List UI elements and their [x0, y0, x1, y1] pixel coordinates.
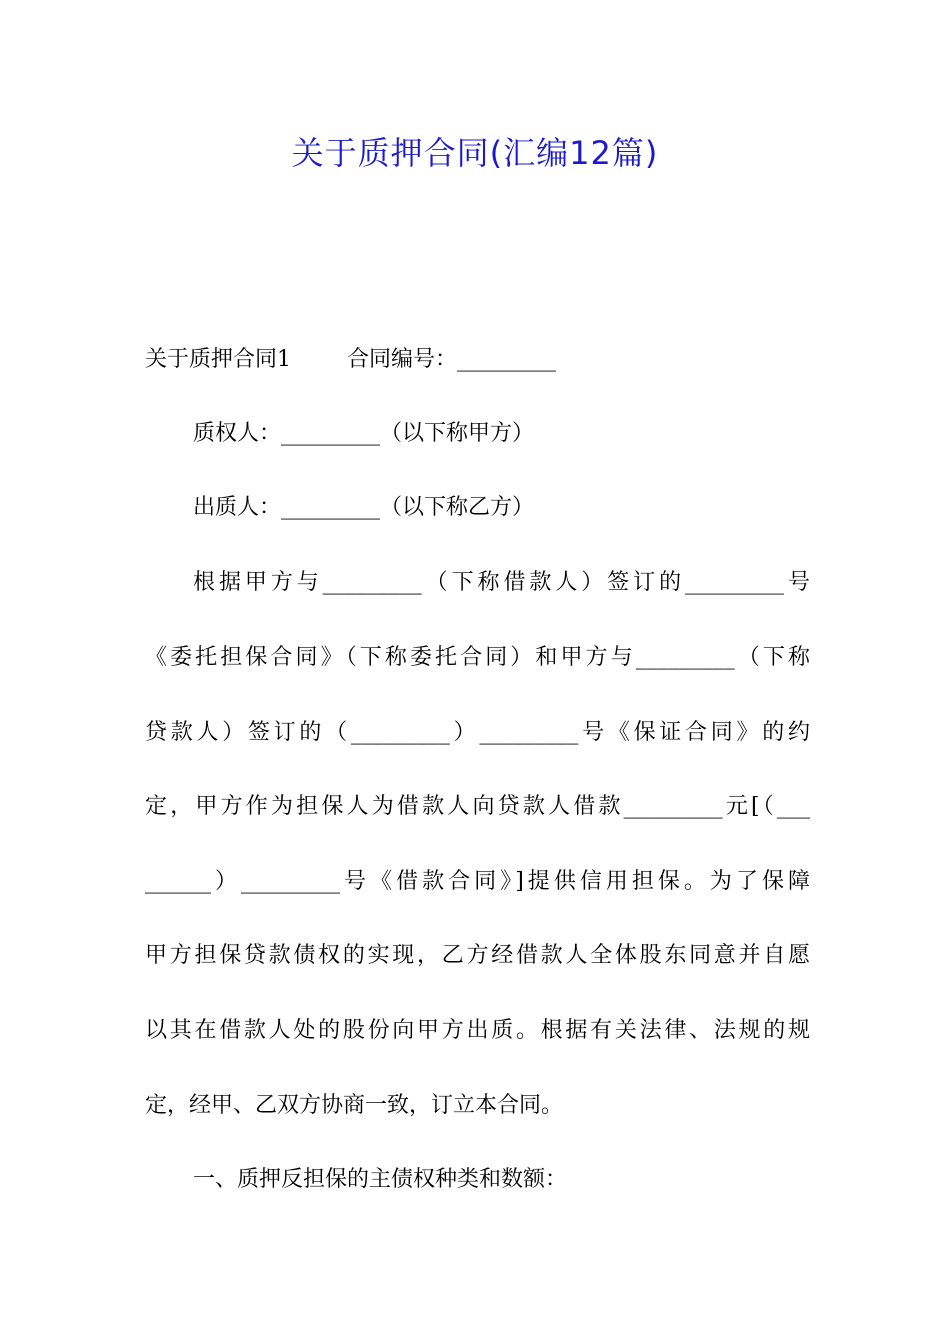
paragraph-line: 贷款人）签订的（_________）_________号《保证合同》的约 [145, 720, 810, 745]
contract-header-line [145, 340, 810, 380]
pledgor-line: 出质人：_________（以下称乙方） [193, 495, 535, 520]
pledgee-line: 质权人：_________（以下称甲方） [193, 421, 535, 446]
paragraph-line: ______）_________号《借款合同》]提供信用担保。为了保障 [145, 869, 810, 894]
paragraph-line: 甲方担保贷款债权的实现，乙方经借款人全体股东同意并自愿 [145, 943, 810, 968]
paragraph-line: 根据甲方与_________（下称借款人）签订的_________号 [193, 570, 810, 595]
section-heading: 一、质押反担保的主债权种类和数额： [193, 1167, 568, 1192]
contract-number: 合同编号：_________ [347, 347, 557, 372]
paragraph-line: 《委托担保合同》（下称委托合同）和甲方与_________（下称 [145, 645, 810, 670]
contract-heading: 关于质押合同1 [145, 347, 291, 372]
paragraph-line: 定，经甲、乙双方协商一致，订立本合同。 [145, 1093, 564, 1118]
paragraph-line: 以其在借款人处的股份向甲方出质。根据有关法律、法规的规 [145, 1018, 810, 1043]
paragraph-line: 定，甲方作为担保人为借款人向贷款人借款_________元[（___ [145, 794, 810, 819]
document-title: 关于质押合同(汇编12篇) [291, 134, 659, 172]
